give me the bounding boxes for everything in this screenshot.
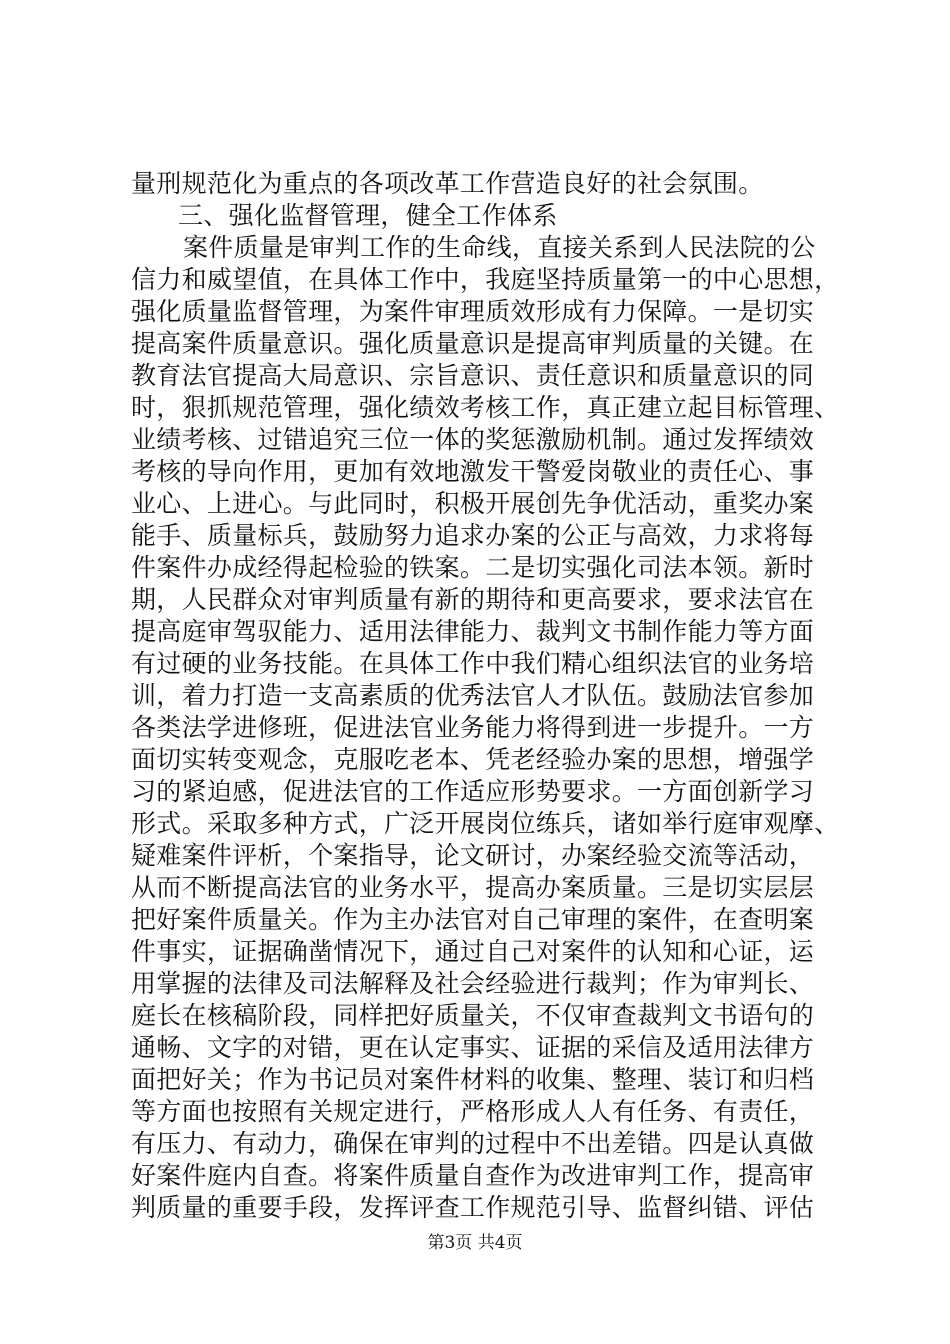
text-line: 好案件庭内自查。将案件质量自查作为改进审判工作，提高审 — [131, 1161, 815, 1190]
text-line: 面把好关；作为书记员对案件材料的收集、整理、装订和归档 — [131, 1065, 815, 1094]
page-footer: 第3页 共4页 — [427, 1233, 523, 1253]
text-line: 件事实，证据确凿情况下，通过自己对案件的认知和心证，运 — [131, 937, 815, 966]
text-line: 能手、质量标兵，鼓励努力追求办案的公正与高效，力求将每 — [131, 521, 815, 550]
text-line: 训，着力打造一支高素质的优秀法官人才队伍。鼓励法官参加 — [131, 681, 815, 710]
section-heading: 三、强化监督管理，健全工作体系 — [178, 201, 558, 230]
text-line: 件案件办成经得起检验的铁案。二是切实强化司法本领。新时 — [131, 553, 815, 582]
text-line: 从而不断提高法官的业务水平，提高办案质量。三是切实层层 — [131, 873, 815, 902]
text-line: 期，人民群众对审判质量有新的期待和更高要求，要求法官在 — [131, 585, 815, 614]
text-line: 疑难案件评析，个案指导，论文研讨，办案经验交流等活动， — [131, 841, 815, 870]
text-line: 习的紧迫感，促进法官的工作适应形势要求。一方面创新学习 — [131, 777, 815, 806]
text-line: 用掌握的法律及司法解释及社会经验进行裁判；作为审判长、 — [131, 969, 815, 998]
text-line: 庭长在核稿阶段，同样把好质量关，不仅审查裁判文书语句的 — [131, 1001, 815, 1030]
text-line: 把好案件质量关。作为主办法官对自己审理的案件，在查明案 — [131, 905, 815, 934]
text-line: 教育法官提高大局意识、宗旨意识、责任意识和质量意识的同 — [131, 361, 815, 390]
text-line: 提高案件质量意识。强化质量意识是提高审判质量的关键。在 — [131, 329, 815, 358]
text-line: 案件质量是审判工作的生命线，直接关系到人民法院的公 — [183, 233, 816, 262]
text-line: 考核的导向作用，更加有效地激发干警爱岗敬业的责任心、事 — [131, 457, 815, 486]
text-line: 判质量的重要手段，发挥评查工作规范引导、监督纠错、评估 — [131, 1193, 815, 1222]
text-line: 时，狠抓规范管理，强化绩效考核工作，真正建立起目标管理、 — [131, 393, 840, 422]
text-line: 各类法学进修班，促进法官业务能力将得到进一步提升。一方 — [131, 713, 815, 742]
text-line: 信力和威望值，在具体工作中，我庭坚持质量第一的中心思想， — [131, 265, 840, 294]
text-line: 面切实转变观念，克服吃老本、凭老经验办案的思想，增强学 — [131, 745, 815, 774]
text-line: 等方面也按照有关规定进行，严格形成人人有任务、有责任， — [131, 1097, 815, 1126]
text-line: 形式。采取多种方式，广泛开展岗位练兵，诸如举行庭审观摩、 — [131, 809, 840, 838]
text-line: 业绩考核、过错追究三位一体的奖惩激励机制。通过发挥绩效 — [131, 425, 815, 454]
text-line: 业心、上进心。与此同时，积极开展创先争优活动，重奖办案 — [131, 489, 815, 518]
text-line: 通畅、文字的对错，更在认定事实、证据的采信及适用法律方 — [131, 1033, 815, 1062]
text-line: 强化质量监督管理，为案件审理质效形成有力保障。一是切实 — [131, 297, 815, 326]
text-line: 有过硬的业务技能。在具体工作中我们精心组织法官的业务培 — [131, 649, 815, 678]
text-line: 有压力、有动力，确保在审判的过程中不出差错。四是认真做 — [131, 1129, 815, 1158]
text-line: 量刑规范化为重点的各项改革工作营造良好的社会氛围。 — [131, 169, 764, 198]
text-line: 提高庭审驾驭能力、适用法律能力、裁判文书制作能力等方面 — [131, 617, 815, 646]
